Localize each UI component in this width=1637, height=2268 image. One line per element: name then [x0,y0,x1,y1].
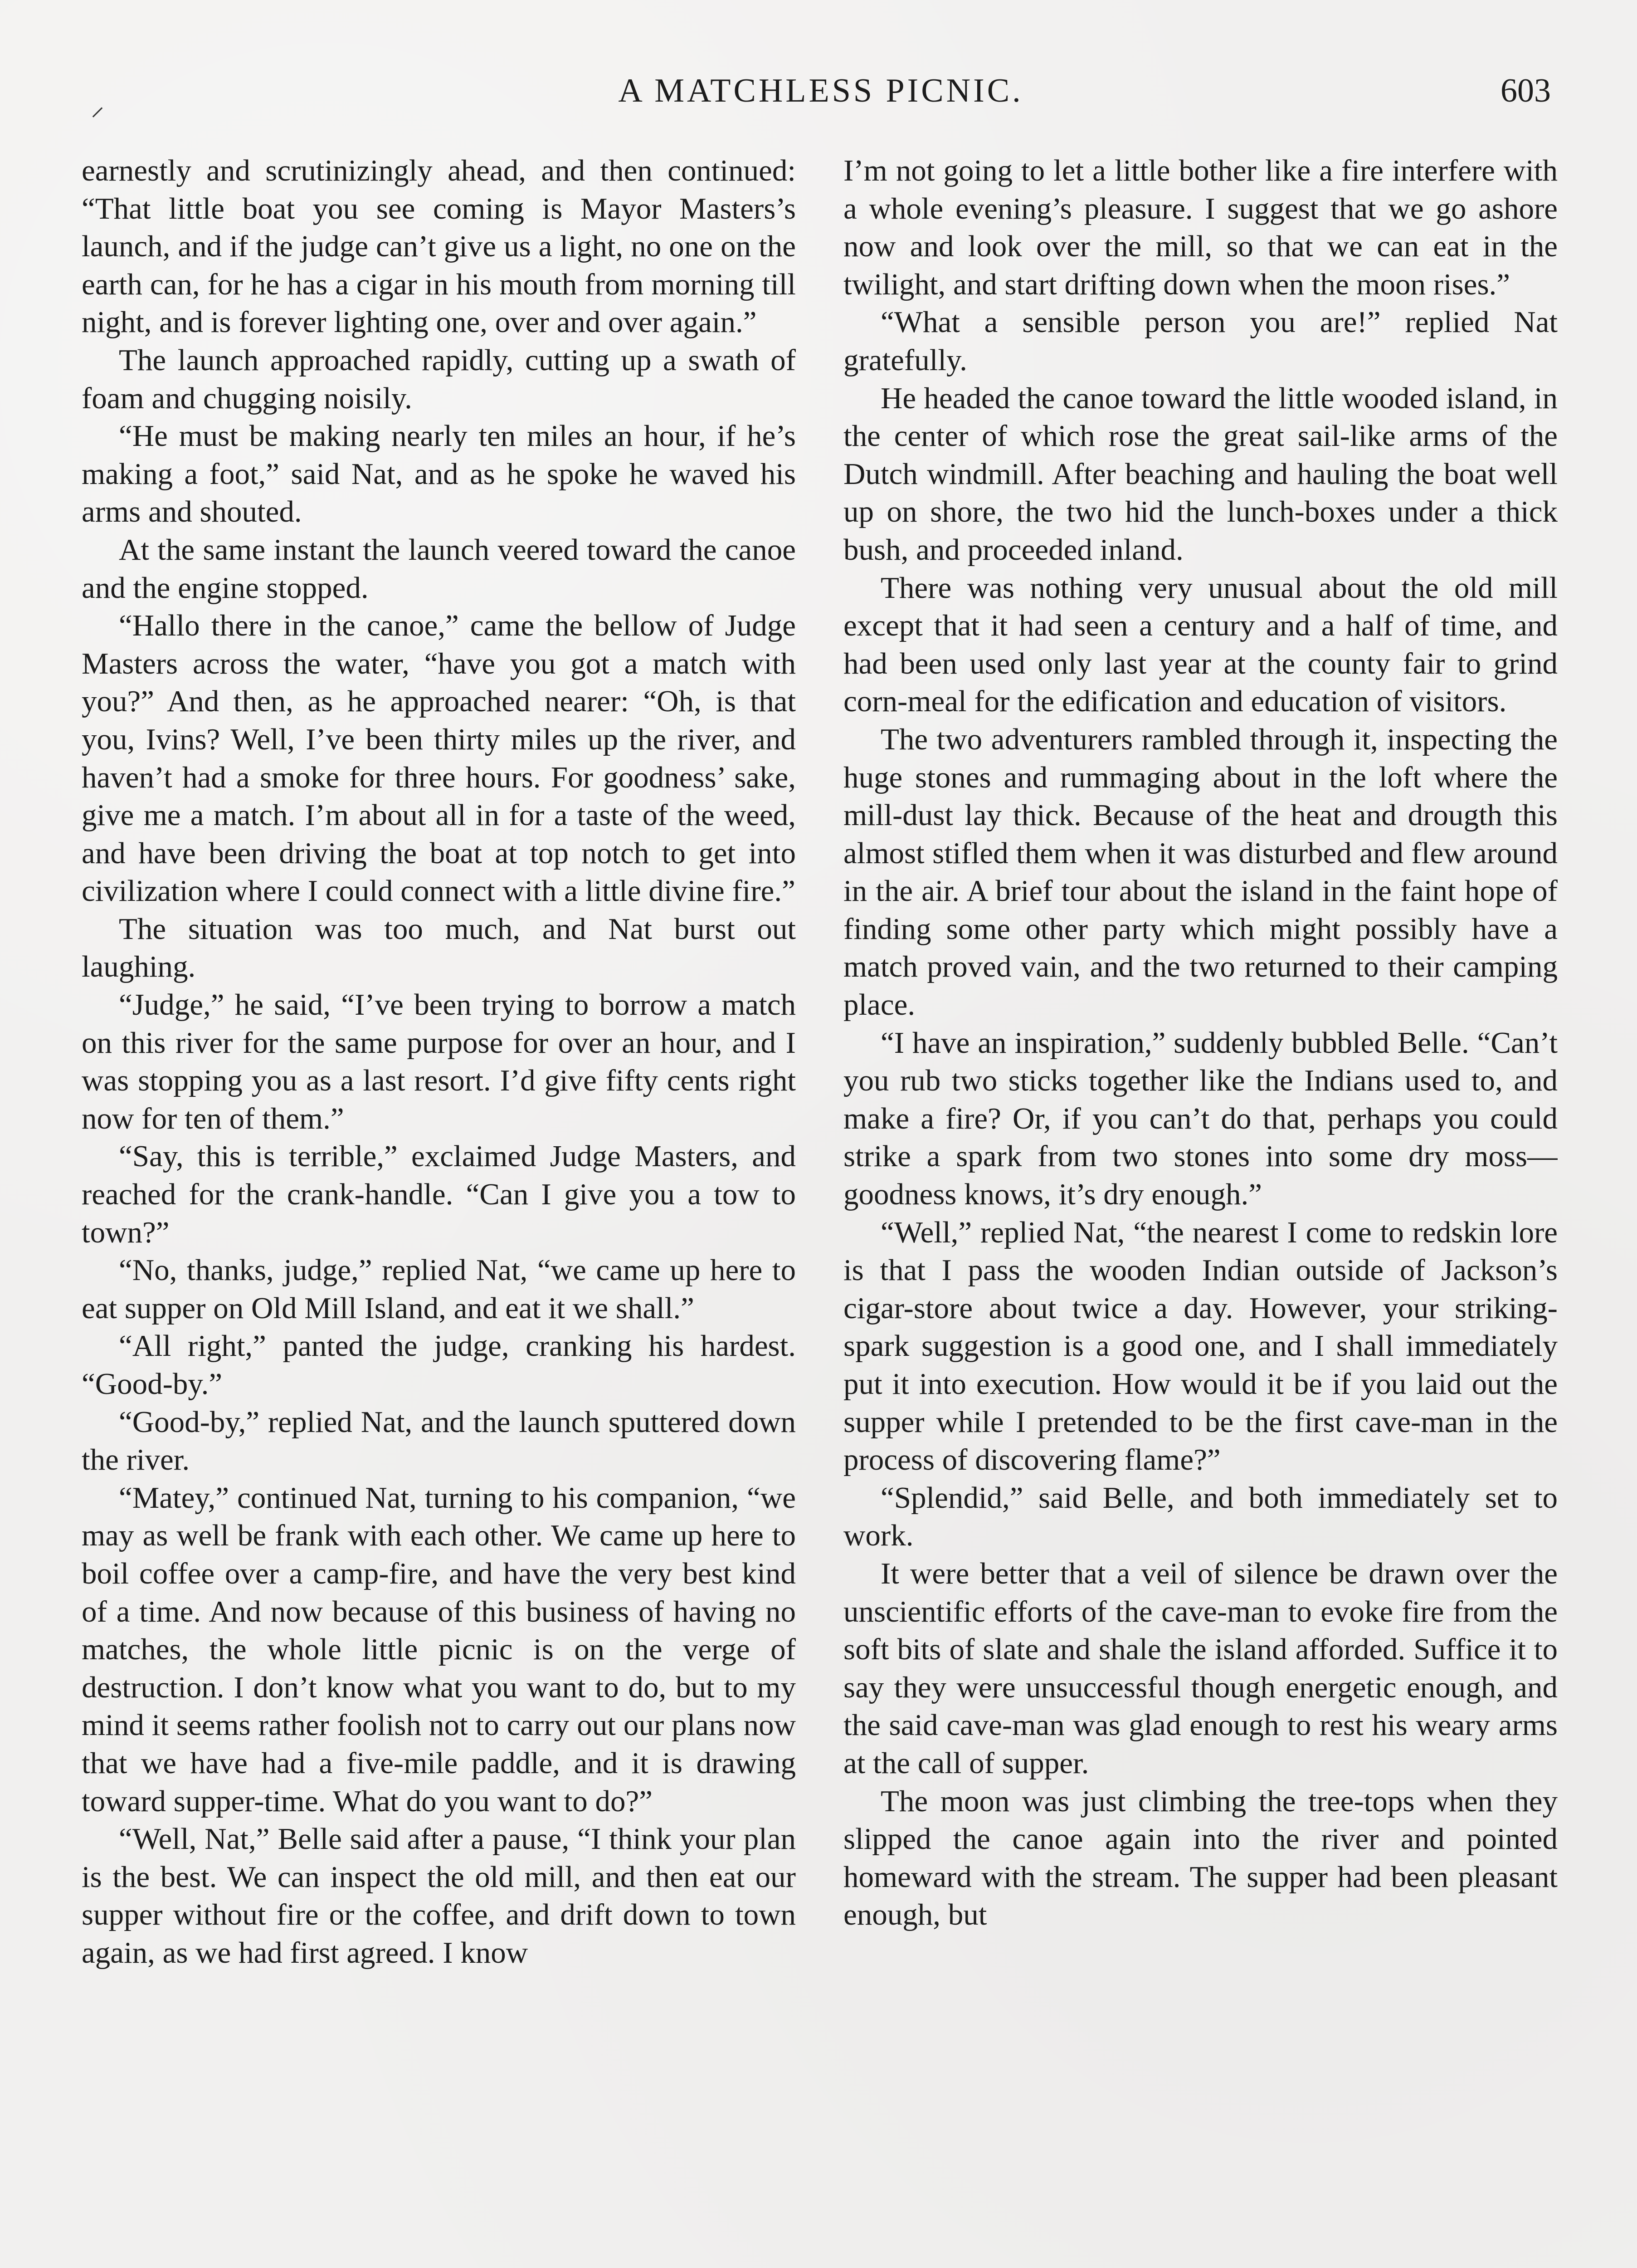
paragraph: “Well, Nat,” Belle said after a pause, “I think your plan is the best. We can inspect the old mill, and then eat our supper without fire or the coffee, and drift down to town again, as we had first agreed. I know [82,1822,796,1970]
paragraph: “Hallo there in the canoe,” came the bellow of Judge Masters across the water, “have you got a match with you?” And then, as he approached nearer: “Oh, is that you, Ivins? Well, I’ve been thirty miles up the river, and haven’t had a smoke for three hours. For goodness’ sake, give me a match. I’m about all in for a taste of the weed, and have been driving the boat at top notch to get into civilization where I could connect with a little divine fire.” [82,609,796,908]
paragraph: “I have an inspiration,” suddenly bubbled Belle. “Can’t you rub two sticks together like the Indians used to, and make a fire? Or, if you can’t do that, perhaps you could strike a spark from two stones into some dry moss—goodness knows, it’s dry enough.” [843,1026,1558,1212]
paragraph: “Judge,” he said, “I’ve been trying to borrow a match on this river for the same purpose for over an hour, and I was stopping you as a last resort. I’d give fifty cents right now for ten of them.” [82,988,796,1135]
paragraph: “He must be making nearly ten miles an hour, if he’s making a foot,” said Nat, and as he spoke he waved his arms and shouted. [82,419,796,529]
paragraph: “What a sensible person you are!” replied Nat gratefully. [843,305,1558,377]
paragraph: At the same instant the launch veered toward the canoe and the engine stopped. [82,533,796,605]
paragraph: “Say, this is terrible,” exclaimed Judge Masters, and reached for the crank-handle. “Can I give you a tow to town?” [82,1139,796,1249]
running-title: A MATCHLESS PICNIC. [618,72,1023,109]
paragraph: “No, thanks, judge,” replied Nat, “we came up here to eat supper on Old Mill Island, and eat it we shall.” [82,1253,796,1325]
paragraph: The launch approached rapidly, cutting up a swath of foam and chugging noisily. [82,343,796,415]
paragraph: earnestly and scrutinizingly ahead, and then continued: “That little boat you see coming is Mayor Masters’s launch, and if the judge can’t give us a light, no one on the earth can, for he has a cigar in his mouth from morning till night, and is forever lighting one, over and over again.” [82,154,796,339]
paragraph: The moon was just climbing the tree-tops when they slipped the canoe again into the river and pointed homeward with the stream. The supper had been pleasant enough, but [843,1784,1558,1932]
paragraph: “Splendid,” said Belle, and both immediately set to work. [843,1481,1558,1553]
paragraph: “Good-by,” replied Nat, and the launch sputtered down the river. [82,1405,796,1477]
paragraph: The two adventurers rambled through it, inspecting the huge stones and rummaging about in the loft where the mill-dust lay thick. Because of the heat and drougth this almost stifled them when it was disturbed and flew around in the air. A brief tour about the island in the faint hope of finding some other party which might possibly have a match proved vain, and the two returned to their camping place. [843,722,1558,1022]
page-number: 603 [1501,72,1551,109]
text-column-right [843,152,1558,2268]
paragraph: “Well,” replied Nat, “the nearest I come to redskin lore is that I pass the wooden Indian outside of Jackson’s cigar-store about twice a day. However, your striking-spark suggestion is a good one, and I shall immediately put it into execution. How would it be if you laid out the supper while I pretended to be the first cave-man in the process of discovering flame?” [843,1215,1558,1477]
paragraph: The situation was too much, and Nat burst out laughing. [82,912,796,984]
corner-mark: ⸝ [91,91,104,121]
paragraph: It were better that a veil of silence be drawn over the unscientific efforts of the cave-man to evoke fire from the soft bits of slate and shale the island afforded. Suffice it to say they were unsuccessful though energetic enough, and the said cave-man was glad enough to rest his weary arms at the call of supper. [843,1556,1558,1780]
page-header [82,68,1560,122]
paragraph: “All right,” panted the judge, cranking his hardest. “Good-by.” [82,1329,796,1401]
paragraph: He headed the canoe toward the little wooded island, in the center of which rose the great sail-like arms of the Dutch windmill. After beaching and hauling the boat well up on shore, the two hid the lunch-boxes under a thick bush, and proceeded inland. [843,381,1558,567]
paragraph: “Matey,” continued Nat, turning to his companion, “we may as well be frank with each other. We came up here to boil coffee over a camp-fire, and have the very best kind of a time. And now because of this business of having no matches, the whole little picnic is on the verge of destruction. I don’t know what you want to do, but to my mind it seems rather foolish not to carry out our plans now that we have had a five-mile paddle, and it is drawing toward supper-time. What do you want to do?” [82,1481,796,1818]
text-column-left [82,152,796,2268]
paragraph: There was nothing very unusual about the old mill except that it had seen a century and a half of time, and had been used only last year at the county fair to grind corn-meal for the edification and education of visitors. [843,571,1558,719]
paragraph: I’m not going to let a little bother like a fire interfere with a whole evening’s pleasure. I suggest that we go ashore now and look over the mill, so that we can eat in the twilight, and start drifting down when the moon rises.” [843,154,1558,301]
